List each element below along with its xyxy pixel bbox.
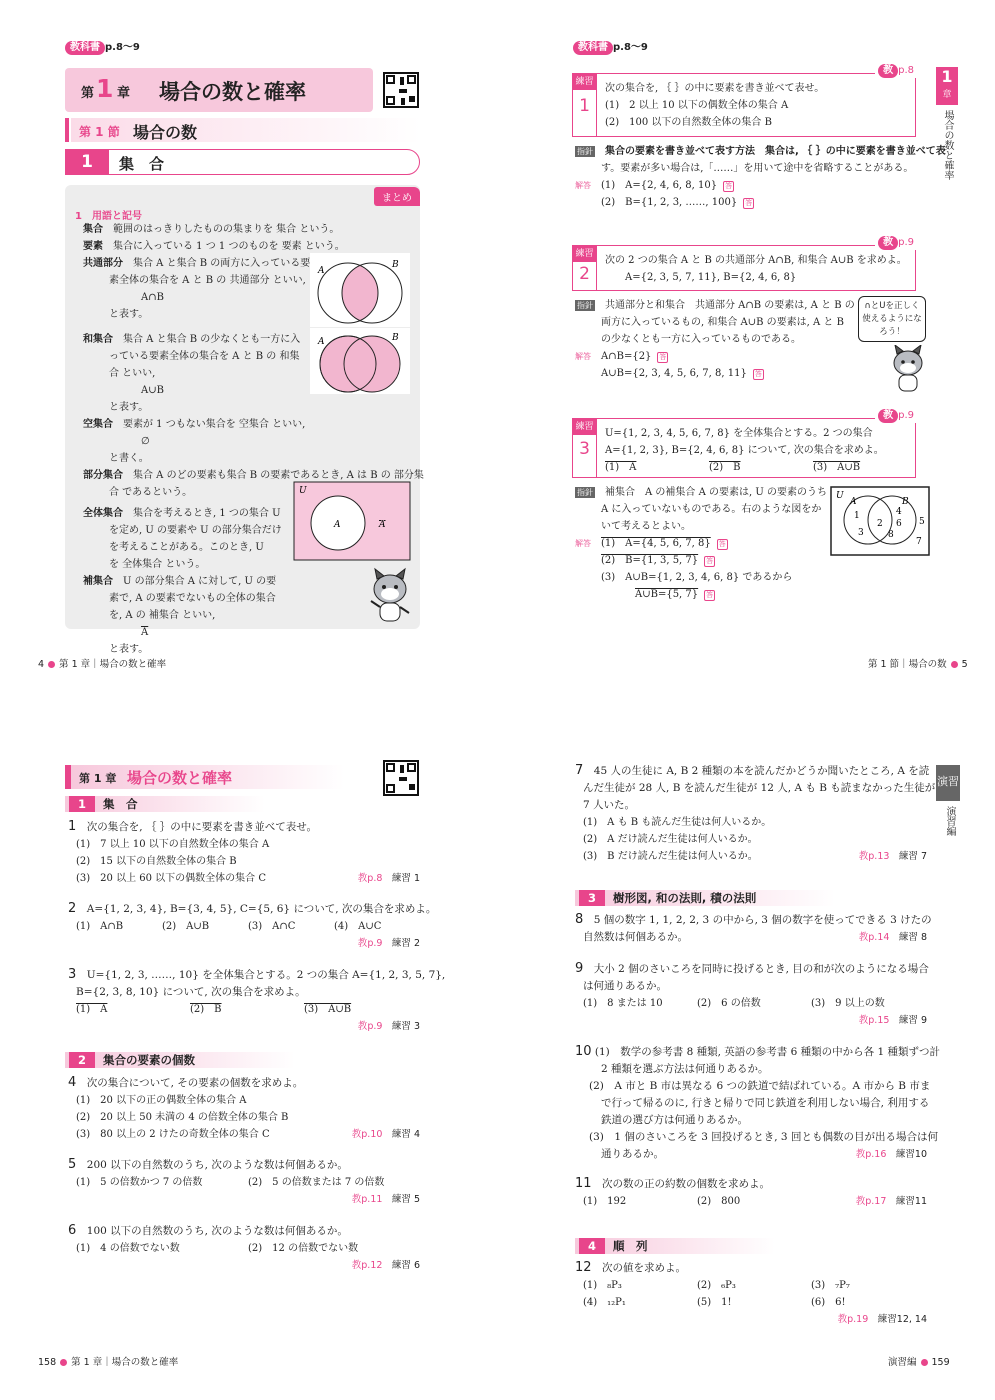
footer-right: 第 1 節｜場合の数 5 <box>868 659 968 670</box>
svg-text:A: A <box>850 497 857 507</box>
svg-text:B: B <box>392 333 399 343</box>
exercise-section-2: 2 集合の要素の個数 <box>65 1052 295 1068</box>
practice-3-hint: 指針 補集合 A の補集合 A の要素は, U の要素のうち A に入っていないものである。右のような図をか いて考えるとよい。 解答 (1) A={4, 5, 6, 7, 8} 答 (2) B={1, 3, 5, 7} 答 (3) A∪B={1, 2, 3, 4, 6, 8} であるから A∪B={5, 7} 答 <box>575 487 827 600</box>
section-heading <box>71 118 421 142</box>
term-row: 集合 範囲のはっきりしたものの集まりを 集合 という。 <box>83 224 340 235</box>
exercise-section-4: 4 順 列 <box>575 1238 775 1254</box>
mascot-dog-icon <box>365 567 415 625</box>
svg-text:B: B <box>392 260 399 270</box>
svg-text:3: 3 <box>858 528 864 538</box>
textbook-pages: p.8〜9 <box>105 42 140 53</box>
chapter-prefix: 第 <box>81 86 95 101</box>
venn-intersection <box>310 253 410 327</box>
textbook-ref <box>65 38 140 55</box>
chapter-banner <box>65 68 373 112</box>
question-7: 7 45 人の生徒に A, B 2 種類の本を読んだかどうか聞いたところ, A を読 んだ生徒が 28 人, B を読んだ生徒が 12 人, A も B も読まなかった生徒が 7 人いた。 (1) A も B も読んだ生徒は何人いるか。 (2) A だけ読んだ生徒は何人いるか。 (3) B だけ読んだ生徒は何人いるか。 教p.13 練習 7 <box>575 763 936 862</box>
svg-text:U: U <box>836 491 844 501</box>
practice-3-box: 練習 3 教 p.9 U={1, 2, 3, 4, 5, 6, 7, 8} を全体集合とする。2 つの集合 A={1, 2, 3}, B={2, 4, 6, 8} について, 次の集合を求めよ。 (1) A (2) B (3) A∪B <box>572 418 916 478</box>
term-row: 補集合 U の部分集合 A に対して, U の要 <box>83 576 277 587</box>
question-10: 10 (1) 数学の参考書 8 種類, 英語の参考書 6 種類の中から各 1 種類ずつ計 2 種類を選ぶ方法は何通りあるか。 (2) A 市と B 市は異なる 6 つの鉄道で結ばれている。A 市から B 市ま で行って帰るのに, 行きと帰りで同じ鉄道を利用しない場合, 利用する 鉄道の選び方は何通りあるか。 (3) 1 個のさいころを 3 回投げるとき, 3 回とも偶数の目が出る場合は何 通りあるか。 教p.16 練習10 <box>575 1044 941 1160</box>
term-row: 全体集合 集合を考えるとき, 1 つの集合 U <box>83 508 281 519</box>
svg-text:A: A <box>318 266 325 276</box>
term-row: 空集合 要素が 1 つもない集合を 空集合 といい, <box>83 419 306 430</box>
svg-text:8: 8 <box>888 530 894 540</box>
textbook-tag: 教科書 <box>65 41 105 55</box>
term-row: 和集合 集合 A と集合 B の少なくとも一方に入 <box>83 334 301 345</box>
term-row: 共通部分 集合 A と集合 B の両方に入っている要 <box>83 258 311 269</box>
venn-u-diagram <box>830 486 930 556</box>
topic-num: 1 <box>65 149 109 175</box>
summary-box <box>65 185 424 655</box>
qr-code[interactable] <box>383 760 419 796</box>
topic-title: 集 合 <box>119 155 165 173</box>
question-9: 9 大小 2 個のさいころを同時に投げるとき, 目の和が次のようになる場合 は何通りあるか。 (1) 8 または 10 (2) 6 の倍数 (3) 9 以上の数 教p.15 練習 9 <box>575 961 929 1026</box>
svg-text:6: 6 <box>896 519 902 529</box>
svg-text:5: 5 <box>919 517 925 527</box>
side-exercise-tab[interactable]: 演習 <box>936 765 960 801</box>
svg-text:A: A <box>334 520 341 530</box>
chapter-title: 場合の数と確率 <box>159 80 306 104</box>
chapter-num: 1 <box>96 74 114 103</box>
side-exercise-text: 演習編 <box>944 806 955 836</box>
exercise-section-3: 3 樹形図, 和の法則, 積の法則 <box>575 890 835 906</box>
footer-left: 158 第 1 章｜場合の数と確率 <box>38 1357 179 1368</box>
question-2: 2 A={1, 2, 3, 4}, B={3, 4, 5}, C={5, 6} について, 次の集合を求めよ。 (1) A∩B (2) A∪B (3) A∩C (4) A∪C 教p.9 練習 2 <box>68 901 437 949</box>
venn-complement <box>293 481 411 561</box>
section-title: 場合の数 <box>133 123 198 142</box>
question-6: 6 100 以下の自然数のうち, 次のような数は何個あるか。 (1) 4 の倍数でない数 (2) 12 の倍数でない数 教p.12 練習 6 <box>68 1223 420 1271</box>
svg-text:A: A <box>318 337 325 347</box>
chapter-heading: 第 1 章 場合の数と確率 <box>65 765 375 789</box>
practice-1-box: 練習 1 教 p.8 次の集合を, ｛ ｝の中に要素を書き並べて表せ。 (1) 2 以上 10 以下の偶数全体の集合 A (2) 100 以下の自然数全体の集合 B <box>572 73 916 137</box>
question-5: 5 200 以下の自然数のうち, 次のような数は何個あるか。 (1) 5 の倍数かつ 7 の倍数 (2) 5 の倍数または 7 の倍数 教p.11 練習 5 <box>68 1157 420 1205</box>
summary-badge: まとめ <box>374 187 420 206</box>
question-8: 8 5 個の数字 1, 1, 2, 2, 3 の中から, 3 個の数字を使ってできる 3 けたの 自然数は何個あるか。 教p.14 練習 8 <box>575 912 932 943</box>
footer-left: 4 第 1 章｜場合の数と確率 <box>38 659 167 670</box>
term-row: 部分集合 集合 A のどの要素も集合 B の要素であるとき, A は B の 部分集 <box>83 470 424 481</box>
section-label: 第 1 節 <box>79 125 120 139</box>
exercise-section-1: 1 集 合 <box>65 796 265 812</box>
terms-list: 集合 範囲のはっきりしたものの集まりを 集合 という。 要素 集合に入っている 1 つ 1 つのものを 要素 という。 共通部分 集合 A と集合 B の両方に入っている要 素全体の集合を A と B の 共通部分 といい, A∩B と表す。 和集合 集合 A と集合 B の少なくとも一方に入 っている要素全体の集合を A と B の 和集 合 といい, A∪B と表す。 空集合 要素が 1 つもない集合を 空集合 といい, ∅ と書く。 部分集合 集合 A のどの要素も集合 B の要素であるとき, A は B の 部分集 合 であるという。 全体集合 集合を考えるとき, 1 つの集合 U を定め, U の要素や U の部分集合だけ を考えることがある。このとき, U を 全体集合 という。 補集合 U の部分集合 A に対して, U の要 素で, A の要素でないもの全体の集合 を, A の 補集合 といい, $\overline{A}$ と表す。 <box>83 221 424 658</box>
section-bar <box>65 118 69 142</box>
side-chapter-text: 場合の数と確率 <box>942 110 953 180</box>
chapter-suffix: 章 <box>117 86 131 101</box>
svg-text:A: A <box>379 520 386 530</box>
svg-text:U: U <box>299 486 307 496</box>
svg-text:2: 2 <box>877 519 883 529</box>
venn-union <box>310 328 410 394</box>
speech-bubble: ∩とUを正しく 使えるようにな ろう！ <box>858 296 926 342</box>
question-4: 4 次の集合について, その要素の個数を求めよ。 (1) 20 以下の正の偶数全体の集合 A (2) 20 以上 50 未満の 4 の倍数全体の集合 B (3) 80 以上の 2 けたの奇数全体の集合 C 教p.10 練習 4 <box>68 1075 420 1140</box>
svg-text:1: 1 <box>854 511 860 521</box>
question-3: 3 U={1, 2, 3, ……, 10} を全体集合とする。2 つの集合 A={1, 2, 3, 5, 7}, B={2, 3, 8, 10} について, 次の集合を求めよ。 (1) A (2) B (3) A∪B 教p.9 練習 3 <box>68 967 446 1032</box>
textbook-ref: 教科書 p.8〜9 <box>573 38 648 55</box>
svg-text:4: 4 <box>896 507 902 517</box>
question-11: 11 次の数の正の約数の個数を求めよ。 (1) 192 (2) 800 教p.17 練習11 <box>575 1176 927 1207</box>
mascot-dog-icon <box>888 345 932 393</box>
topic-heading <box>65 149 420 175</box>
practice-2-box: 練習 2 教 p.9 次の 2 つの集合 A と B の共通部分 A∩B, 和集合 A∪B を求めよ。 A={2, 3, 5, 7, 11}, B={2, 4, 6, 8} <box>572 245 916 291</box>
term-row: 要素 集合に入っている 1 つ 1 つのものを 要素 という。 <box>83 241 345 252</box>
footer-right: 演習編 159 <box>888 1357 950 1368</box>
side-chapter-tab[interactable]: 1 章 <box>936 67 958 105</box>
qr-code[interactable] <box>383 72 419 108</box>
practice-1-hint: 指針 集合の要素を書き並べて表す方法 集合は, ｛ ｝の中に要素を書き並べて表 す。要素が多い場合は,「……」を用いて途中を省略することがある。 解答 (1) A={2, 4, 6, 8, 10} 答 (2) B={1, 2, 3, ……, 100} 答 <box>575 146 946 208</box>
summary-heading: 1 用語と記号 <box>75 211 142 222</box>
question-12: 12 次の値を求めよ。 (1) ₈P₃ (2) ₆P₃ (3) ₇P₇ (4) ₁₂P₁ (5) 1! (6) 6! 教p.19 練習12, 14 <box>575 1260 927 1325</box>
svg-text:B: B <box>902 497 909 507</box>
practice-2-hint: 指針 共通部分と和集合 共通部分 A∩B の要素は, A と B の 両方に入っているもの, 和集合 A∪B の要素は, A と B の少なくとも一方に入っているものである。 解答 A∩B={2} 答 A∪B={2, 3, 4, 5, 6, 7, 8, 11} 答 <box>575 300 855 379</box>
svg-text:7: 7 <box>916 537 922 547</box>
question-1: 1 次の集合を, ｛ ｝の中に要素を書き並べて表せ。 (1) 7 以上 10 以下の自然数全体の集合 A (2) 15 以下の自然数全体の集合 B (3) 20 以上 60 以下の偶数全体の集合 C 教p.8 練習 1 <box>68 819 420 884</box>
